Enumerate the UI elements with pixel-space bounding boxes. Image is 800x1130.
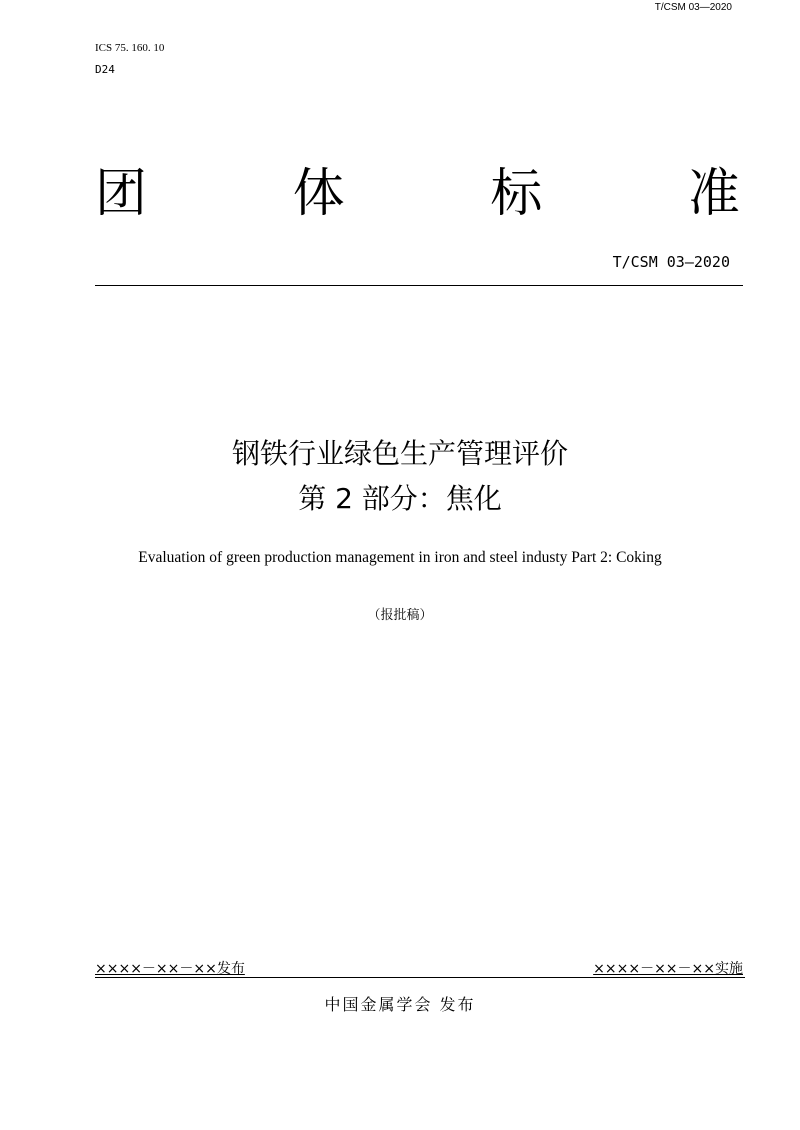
standard-type-char: 准 <box>687 164 740 224</box>
standard-type-heading <box>95 158 740 230</box>
standard-type-char: 团 <box>95 164 148 224</box>
standard-type-char: 标 <box>490 164 543 224</box>
draft-status: （报批稿） <box>367 608 433 623</box>
bottom-divider <box>95 977 745 978</box>
english-title: Evaluation of green production management in iron and steel industy Part 2: Coking <box>138 549 662 566</box>
document-title-line2: 第 2 部分：焦化 <box>298 482 502 515</box>
publisher-line: 中国金属学会 发布 <box>324 995 476 1014</box>
document-title-line1: 钢铁行业绿色生产管理评价 <box>231 437 568 470</box>
ics-code: ICS 75. 160. 10 <box>95 42 165 54</box>
publish-date: ××××－××－××发布 <box>95 961 245 977</box>
implement-date: ××××－××－××实施 <box>593 961 743 977</box>
standard-type-char: 体 <box>292 164 345 224</box>
top-divider <box>95 285 743 286</box>
standard-number: T/CSM 03—2020 <box>612 253 730 271</box>
ccs-code: D24 <box>95 63 115 76</box>
header-standard-code: T/CSM 03—2020 <box>654 2 732 13</box>
